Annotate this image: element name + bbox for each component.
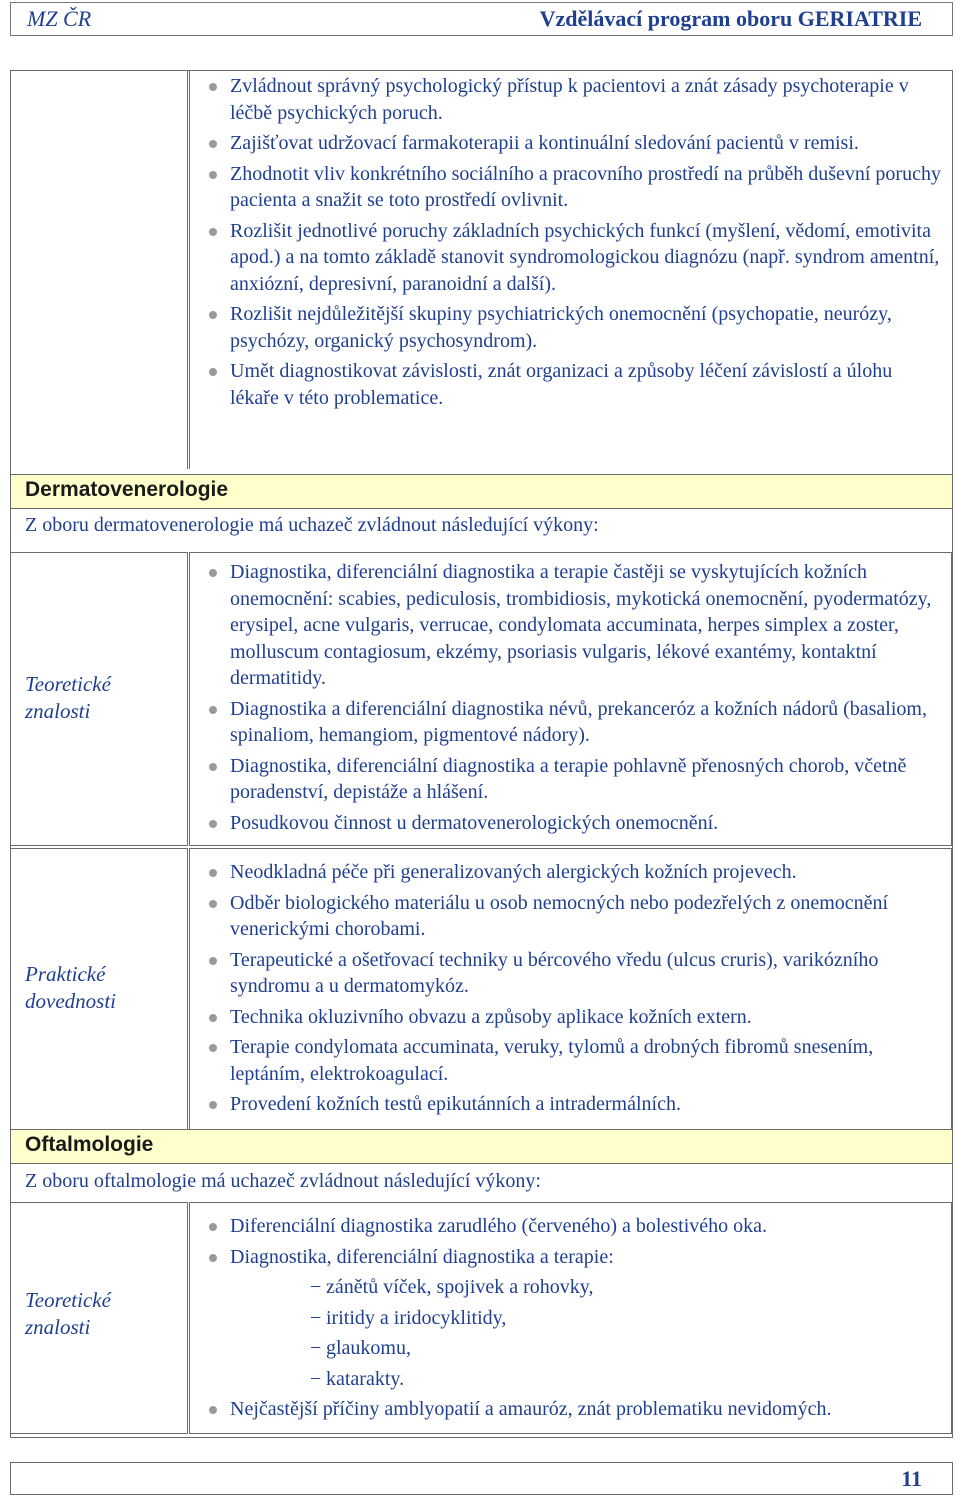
bullet-icon [209, 1223, 217, 1231]
top-label-cell [11, 71, 188, 469]
oftal-sub-list [230, 1274, 945, 1392]
bullet-icon [209, 83, 217, 91]
list-item: Diagnostika a diferenciální diagnostika névů, prekanceróz a kožních nádorů (basaliom, spinaliom, hemangiom, pigmentové nádory). [190, 696, 945, 749]
derm-theory-list [190, 559, 945, 840]
sub-list-item: − zánětů víček, spojivek a rohovky, [270, 1274, 945, 1301]
section-title: Dermatovenerologie [25, 478, 229, 501]
dash-icon: − [310, 1276, 322, 1298]
bullet-icon [209, 869, 217, 877]
list-item: Diagnostika, diferenciální diagnostika a terapie pohlavně přenosných chorob, včetně poradenství, depistáže a hlášení. [190, 753, 945, 806]
bullet-icon [209, 957, 217, 965]
page-header [10, 2, 953, 36]
bullet-icon [209, 569, 217, 577]
list-item: Rozlišit nejdůležitější skupiny psychiatrických onemocnění (psychopatie, neurózy, psychózy, organický psychosyndrom). [190, 301, 945, 354]
list-item: Diagnostika, diferenciální diagnostika a terapie: − zánětů víček, spojivek a rohovky, − iritidy a iridocyklitidy, − glaukomu, − katarakty. [190, 1244, 945, 1393]
header-program-title: Vzdělávací program oboru GERIATRIE [539, 6, 922, 31]
derm-practice-content-cell [189, 848, 952, 1130]
bullet-icon [209, 1406, 217, 1414]
list-item: Zajišťovat udržovací farmakoterapii a kontinuální sledování pacientů v remisi. [190, 130, 945, 157]
list-item: Provedení kožních testů epikutánních a intradermálních. [190, 1091, 945, 1118]
bullet-icon [209, 228, 217, 236]
derm-practice-list [190, 859, 945, 1122]
label-text: Praktické dovednosti [25, 962, 116, 1013]
bullet-icon [209, 900, 217, 908]
label-text: Teoretické znalosti [25, 1288, 111, 1339]
bullet-icon [209, 706, 217, 714]
sub-list-item: − glaukomu, [270, 1335, 945, 1362]
list-item: Zvládnout správný psychologický přístup k pacientovi a znát zásady psychoterapie v léčbě psychických poruch. [190, 73, 945, 126]
list-item: Umět diagnostikovat závislosti, znát organizaci a způsoby léčení závislostí a úlohu lékaře v této problematice. [190, 358, 945, 411]
list-item: Terapie condylomata accuminata, veruky, tylomů a drobných fibromů snesením, leptáním, elektrokoagulací. [190, 1034, 945, 1087]
sub-list-item: − iritidy a iridocyklitidy, [270, 1305, 945, 1332]
section-intro: Z oboru dermatovenerologie má uchazeč zvládnout následující výkony: [25, 514, 599, 536]
list-item: Rozlišit jednotlivé poruchy základních psychických funkcí (myšlení, vědomí, emotivita apod.) a na tomto základě stanovit syndromologickou diagnózu (např. syndrom amentní, anxiózní, depresivní, paranoidní a další). [190, 218, 945, 298]
list-item: Odběr biologického materiálu u osob nemocných nebo podezřelých z onemocnění venerickými chorobami. [190, 890, 945, 943]
list-item: Diferenciální diagnostika zarudlého (červeného) a bolestivého oka. [190, 1213, 945, 1240]
oftal-theory-content-cell [189, 1202, 952, 1434]
section-header-oftalmologie [11, 1129, 952, 1164]
bullet-icon [209, 820, 217, 828]
derm-theory-content-cell [189, 552, 952, 846]
page-number: 11 [901, 1466, 922, 1491]
oftal-theory-label-cell [11, 1202, 188, 1434]
bullet-icon [209, 368, 217, 376]
list-item: Technika okluzivního obvazu a způsoby aplikace kožních extern. [190, 1004, 945, 1031]
list-item: Terapeutické a ošetřovací techniky u bércového vředu (ulcus cruris), varikózního syndromu a u dermatomykóz. [190, 947, 945, 1000]
bullet-icon [209, 1044, 217, 1052]
page-footer [10, 1462, 953, 1495]
bullet-icon [209, 140, 217, 148]
list-item: Zhodnotit vliv konkrétního sociálního a pracovního prostředí na průběh duševní poruchy pacienta a snažit se toto prostředí ovlivnit. [190, 161, 945, 214]
section-header-dermatovenerologie [11, 474, 952, 509]
bullet-icon [209, 171, 217, 179]
sub-list-item: − katarakty. [270, 1366, 945, 1393]
bullet-icon [209, 763, 217, 771]
top-item-list [190, 73, 945, 415]
bullet-icon [209, 311, 217, 319]
top-content-cell [189, 71, 951, 469]
bullet-icon [209, 1254, 217, 1262]
dash-icon: − [310, 1306, 322, 1329]
bullet-icon [209, 1014, 217, 1022]
header-ministry: MZ ČR [27, 6, 92, 31]
section-intro: Z oboru oftalmologie má uchazeč zvládnout následující výkony: [25, 1170, 541, 1192]
oftal-theory-list [190, 1213, 945, 1427]
section-title: Oftalmologie [25, 1133, 154, 1156]
list-item: Neodkladná péče při generalizovaných alergických kožních projevech. [190, 859, 945, 886]
derm-practice-label-cell [11, 848, 188, 1130]
list-item: Nejčastější příčiny amblyopatií a amauróz, znát problematiku nevidomých. [190, 1396, 945, 1423]
dash-icon: − [310, 1337, 322, 1359]
label-text: Teoretické znalosti [25, 672, 111, 723]
bullet-icon [209, 1101, 217, 1109]
list-item: Diagnostika, diferenciální diagnostika a terapie častěji se vyskytujících kožních onemocnění: scabies, pediculosis, trombidiosis, mykotická onemocnění, pyodermatózy, erysipel, acne vulgaris, verrucae, condylomata accuminata, herpes simplex a zoster, molluscum contagiosum, ekzémy, psoriasis vulgaris, lékové exantémy, kontaktní dermatitidy. [190, 559, 945, 692]
dash-icon: − [310, 1367, 322, 1390]
derm-theory-label-cell [11, 552, 188, 846]
list-item: Posudkovou činnost u dermatovenerologických onemocnění. [190, 810, 945, 837]
